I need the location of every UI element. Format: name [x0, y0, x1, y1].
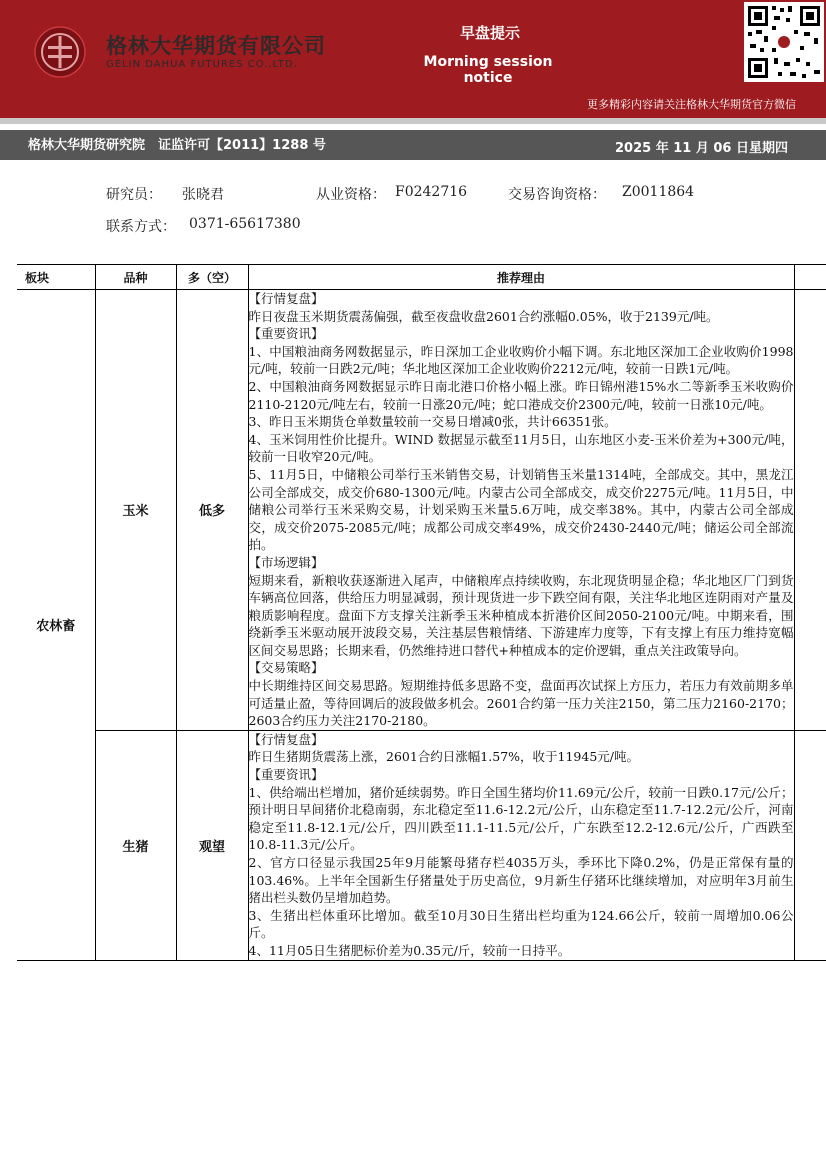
paragraph: 昨日夜盘玉米期货震荡偏强，截至夜盘收盘2601合约涨幅0.05%，收于2139元/吨。 [248, 308, 719, 324]
header-direction: 多（空） [176, 265, 248, 290]
header-extra [794, 265, 826, 290]
consult-label: 交易咨询资格： [508, 187, 606, 203]
paragraph: 中长期维持区间交易思路。短期维持低多思路不变，盘面再次试探上方压力，若压力有效前期多单可适量止盈，等待回调后的波段做多机会。2601合约第一压力关注2150，第二压力2160-2170；2603合约压力关注2170-2180。 [248, 678, 794, 729]
paragraph: 3、生猪出栏体重环比增加。截至10月30日生猪出栏均重为124.66公斤，较前一周增加0.06公斤。 [248, 907, 794, 941]
table-header-row [17, 265, 826, 290]
paragraph: 2、中国粮油商务网数据显示昨日南北港口价格小幅上涨。昨日锦州港15%水二等新季玉米收购价2110-2120元/吨左右，较前一日涨20元/吨；蛇口港成交价2300元/吨，较前一日涨10元/吨。 [248, 378, 794, 412]
divider [0, 118, 826, 124]
header-sector: 板块 [17, 265, 95, 290]
variety-corn: 玉米 [95, 290, 176, 731]
paragraph: 1、供给端出栏增加，猪价延续弱势。昨日全国生猪均价11.69元/公斤，较前一日跌0.17元/公斤；预计明日早间猪价北稳南弱，东北稳定至11.6-12.2元/公斤，山东稳定至11.7-12.2元/公斤，河南稳定至11.8-12.1元/公斤，四川跌至11.1-11.5元/公斤，广东跌至12.2-12.6元/公斤，广西跌至10.8-11.3元/公斤。 [248, 784, 794, 853]
header-variety: 品种 [95, 265, 176, 290]
recommendation-table [17, 264, 826, 961]
notice-title-en: Morning session notice [423, 54, 553, 86]
direction-corn: 低多 [176, 290, 248, 731]
researcher-name: 张晓君 [182, 187, 224, 203]
company-name-en: GELIN DAHUA FUTURES CO.,LTD. [106, 59, 298, 70]
section-title: 【交易策略】 [248, 660, 324, 676]
paragraph: 4、11月05日生猪肥标价差为0.35元/斤，较前一日持平。 [248, 942, 571, 958]
header-reason: 推荐理由 [248, 265, 794, 290]
notice-title-cn: 早盘提示 [459, 24, 520, 42]
qualification-number: F0242716 [395, 184, 468, 200]
section-title: 【重要资讯】 [248, 767, 324, 783]
sector-cell: 农林畜 [17, 290, 95, 961]
contact-label: 联系方式： [106, 219, 176, 235]
table-row [17, 290, 826, 731]
paragraph: 5、11月5日，中储粮公司举行玉米销售交易，计划销售玉米量1314吨，全部成交。其中，黑龙江公司全部成交，成交价680-1300元/吨。内蒙古公司全部成交，成交价2275元/吨。11月5日，中储粮公司举行玉米采购交易，计划采购玉米量5.6万吨，成交率38%。其中，内蒙古公司全部成交，成交价2075-2085元/吨；成都公司成交率49%，成交价2430-2440元/吨；储运公司全部流拍。 [248, 466, 794, 553]
variety-hog: 生猪 [95, 730, 176, 960]
paragraph: 1、中国粮油商务网数据显示，昨日深加工企业收购价小幅下调。东北地区深加工企业收购价1998元/吨，较前一日跌2元/吨；华北地区深加工企业收购价2212元/吨，较前一日跌1元/吨。 [248, 343, 794, 377]
gelin-logo-icon [34, 26, 86, 78]
table-row [17, 730, 826, 960]
researcher-label: 研究员： [106, 187, 162, 203]
section-title: 【行情复盘】 [248, 731, 324, 747]
paragraph: 4、玉米饲用性价比提升。WIND 数据显示截至11月5日，山东地区小麦-玉米价差为+300元/吨，较前一日收窄20元/吨。 [248, 431, 794, 465]
reason-corn [248, 290, 794, 731]
paragraph: 短期来看，新粮收获逐渐进入尾声，中储粮库点持续收购，东北现货明显企稳；华北地区厂门到货车辆高位回落，供给压力明显减弱，预计现货进一步下跌空间有限，关注华北地区连阴雨对产量及粮质影响程度。盘面下方支撑关注新季玉米种植成本折港价区间2050-2100元/吨。中期来看，围绕新季玉米驱动展开波段交易，关注基层售粮情绪、下游建库力度等，下有支撑上有压力维持宽幅区间交易思路；长期来看，仍然维持进口替代+种植成本的定价逻辑，重点关注政策导向。 [248, 572, 794, 658]
section-title: 【行情复盘】 [248, 291, 324, 306]
wechat-note: 更多精彩内容请关注格林大华期货官方微信 [587, 98, 796, 111]
section-title: 【市场逻辑】 [248, 554, 324, 570]
contact-phone: 0371-65617380 [189, 216, 301, 232]
qualification-label: 从业资格： [316, 187, 386, 203]
company-name-cn: 格林大华期货有限公司 [106, 34, 326, 58]
reason-hog [248, 730, 794, 960]
paragraph: 2、官方口径显示我国25年9月能繁母猪存栏4035万头，季环比下降0.2%，仍是正常保有量的103.46%。上半年全国新生仔猪量处于历史高位，9月新生仔猪环比继续增加，对应明年3月前生猪出栏头数仍呈增加趋势。 [248, 855, 794, 906]
institute-license: 格林大华期货研究院 证监许可【2011】1288 号 [28, 138, 326, 153]
section-title: 【重要资讯】 [248, 326, 324, 342]
paragraph: 昨日生猪期货震荡上涨，2601合约日涨幅1.57%，收于11945元/吨。 [248, 749, 639, 765]
report-date: 2025 年 11 月 06 日星期四 [615, 141, 788, 156]
direction-hog: 观望 [176, 730, 248, 960]
consult-number: Z0011864 [622, 184, 695, 200]
extra-cell [794, 290, 826, 731]
extra-cell [794, 730, 826, 960]
qr-code-icon[interactable] [744, 2, 824, 82]
paragraph: 3、昨日玉米期货仓单数量较前一交易日增减0张，共计66351张。 [248, 414, 617, 430]
